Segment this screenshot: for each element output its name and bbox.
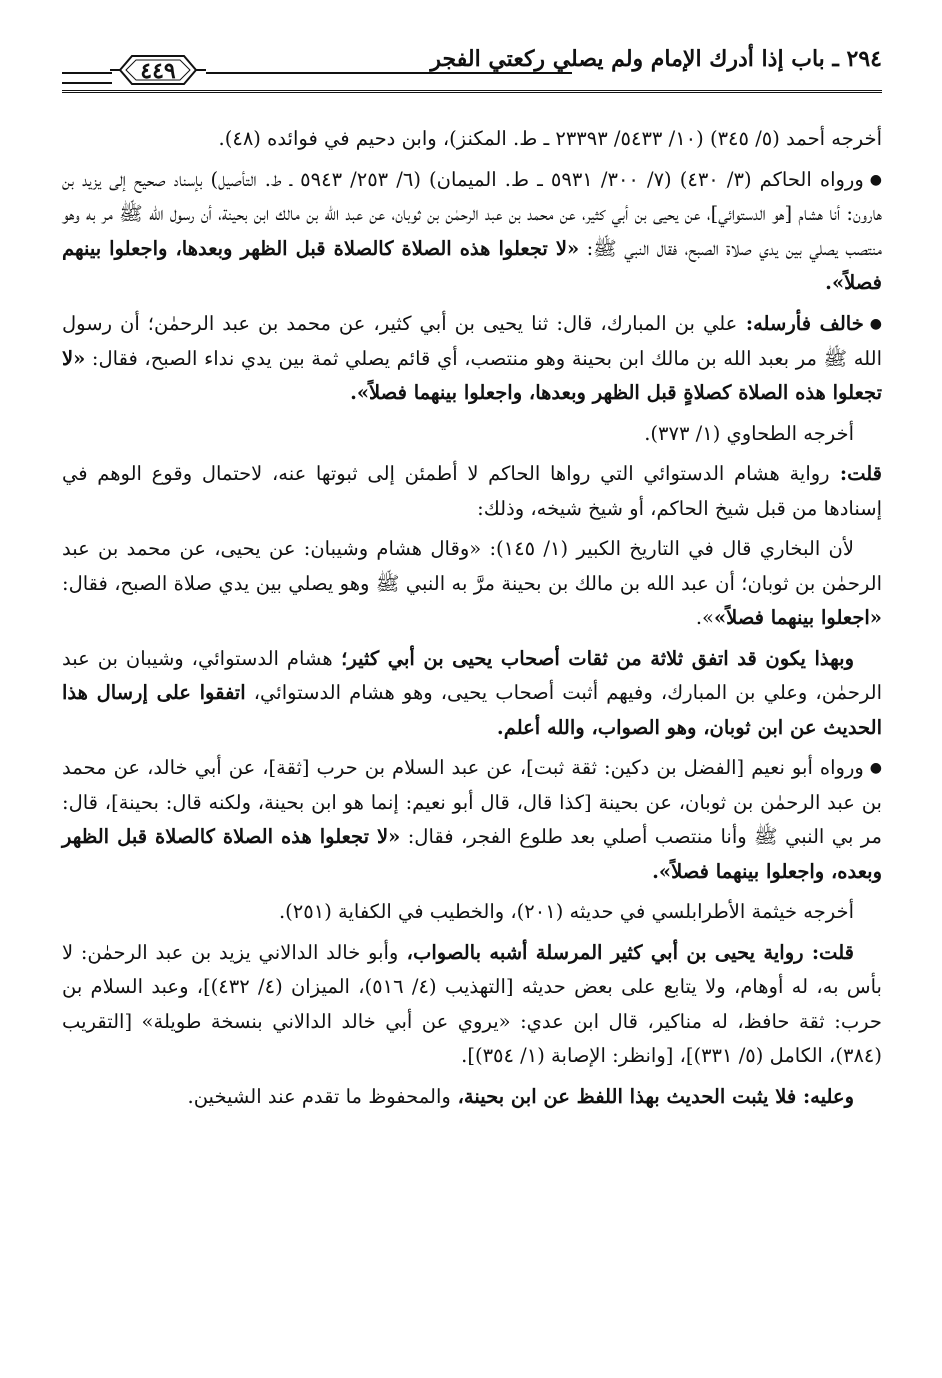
text: أخرجه خيثمة الأطرابلسي في حديثه (٢٠١)، والخطيب في الكفاية (٢٥١). (278, 900, 854, 924)
bold-text: «لا تجعلوا هذه الصلاة كالصلاة قبل الظهر وبعده، واجعلوا بينهما فصلاً». (62, 825, 882, 883)
book-page (62, 40, 882, 1360)
text: ». (695, 606, 714, 629)
bold-text: وبهذا يكون قد اتفق ثلاثة من ثقات أصحاب يحيى بن أبي كثير؛ (332, 646, 854, 670)
text: والمحفوظ ما تقدم عند الشيخين. (187, 1084, 451, 1108)
text: علي بن المبارك، قال: ثنا يحيى بن أبي كثير، عن محمد بن عبد الرحمٰن؛ أن رسول الله ﷺ مر بعبد الله بن مالك ابن بحينة وهو منتصب، أي قائم يصلي ثمة بين يدي نداء الصبح، فقال: (62, 311, 882, 370)
bold-text: «لا تجعلوا هذه الصلاة كالصلاة قبل الظهر وبعدها، واجعلوا بينهم فصلاً». (62, 236, 882, 295)
text: ورواه الحاكم (٣/ ٤٣٠) (٧/ ٣٠٠/ ٥٩٣١ ـ ط. الميمان) (٦/ ٢٥٣/ ٥٩٤٣ ـ ط. التأصيل) بإسناد صحيح إلى يزيد بن هارون: أنا هشام [هو الدستوائي]، عن يحيى بن أبي كثير، عن محمد بن عبد الرحمٰن بن ثوبان، عن عبد الله بن مالك ابن بحينة، أن رسول الله ﷺ مر به وهو منتصب يصلي بين يدي صلاة الصبح، فقال النبي ﷺ: (62, 167, 882, 260)
paragraph (62, 417, 882, 452)
bold-text: «اجعلوا بينهما فصلاً» (713, 606, 882, 629)
header-rule-left (62, 72, 112, 84)
page-number: ٤٤٩ (140, 58, 176, 84)
bold-text: قلت: رواية يحيى بن أبي كثير المرسلة أشبه بالصواب، (398, 940, 854, 964)
bold-text: خالف فأرسله: (737, 311, 864, 335)
bold-text: وعليه: فلا يثبت الحديث بهذا اللفظ عن ابن بحينة، (450, 1084, 854, 1108)
paragraph (62, 532, 882, 636)
paragraph (62, 457, 882, 526)
paragraph (62, 163, 882, 301)
bullet-icon: ● (869, 760, 882, 777)
paragraph (62, 751, 882, 889)
paragraph (62, 122, 882, 157)
text: رواية هشام الدستوائي التي رواها الحاكم لا أطمئن إلى ثبوتها عنه، لاحتمال وقوع الوهم في إسنادها من قبل شيخ الحاكم، أو شيخ شيخه، وذلك: (62, 462, 882, 520)
bullet-icon: ● (869, 171, 882, 188)
paragraph (62, 895, 882, 930)
paragraph (62, 307, 882, 411)
text: وأبو خالد الدالاني يزيد بن عبد الرحمٰن: لا بأس به، له أوهام، ولا يتابع على بعض حديثه [التهذيب (٤/ ٥١٦)، الميزان (٤/ ٤٣٢)]، وعبد السلام بن حرب: ثقة حافظ، له مناكير، قال ابن عدي: «يروي عن أبي خالد الدالاني بنسخة طويلة» [التقريب (٣٨٤)، الكامل (٥/ ٣٣١)]، [وانظر: الإصابة (١/ ٣٥٤)]. (62, 940, 882, 1068)
text: أخرجه الطحاوي (١/ ٣٧٣). (644, 421, 854, 445)
paragraph (62, 642, 882, 746)
bold-text: «لا تجعلوا هذه الصلاة كصلاةٍ قبل الظهر وبعدها، واجعلوا بينهما فصلاً». (62, 346, 882, 404)
bold-text: اتفقوا على إرسال هذا الحديث عن ابن ثوبان، وهو الصواب، والله أعلم. (62, 681, 882, 739)
header-rule (62, 90, 882, 93)
text: لأن البخاري قال في التاريخ الكبير (١/ ١٤٥): «وقال هشام وشيبان: عن يحيى، عن محمد بن عبد الرحمٰن بن ثوبان؛ أن عبد الله بن مالك بن بحينة مرَّ به النبي ﷺ وهو يصلي بين يدي صلاة الصبح، فقال: (62, 537, 882, 595)
paragraph (62, 1080, 882, 1115)
text: أخرجه أحمد (٥/ ٣٤٥) (١٠/ ٥٤٣٣/ ٢٣٣٩٣ ـ ط. المكنز)، وابن دحيم في فوائده (٤٨). (218, 127, 882, 150)
bold-text: قلت: (829, 462, 882, 485)
text: ورواه أبو نعيم [الفضل بن دكين: ثقة ثبت]، عن عبد السلام بن حرب [ثقة]، عن أبي خالد، عن محمد بن عبد الرحمٰن بن ثوبان، عن بحينة [كذا قال، قال أبو نعيم: إنما هو ابن بحينة، ولكنه قال: بحينة]، قال: مر بي النبي ﷺ وأنا منتصب أصلي بعد طلوع الفجر، فقال: (62, 756, 882, 849)
body-text (62, 122, 882, 1114)
text: هشام الدستوائي، وشيبان بن عبد الرحمٰن، وعلي بن المبارك، وفيهم أثبت أصحاب يحيى، وهو هشام الدستوائي، (62, 646, 882, 704)
paragraph (62, 936, 882, 1074)
header-rule-middle (206, 72, 572, 74)
bullet-icon: ● (869, 316, 882, 332)
page-header (62, 40, 882, 102)
running-title: ٢٩٤ ـ باب إذا أدرك الإمام ولم يصلي ركعتي الفجر (430, 46, 882, 72)
